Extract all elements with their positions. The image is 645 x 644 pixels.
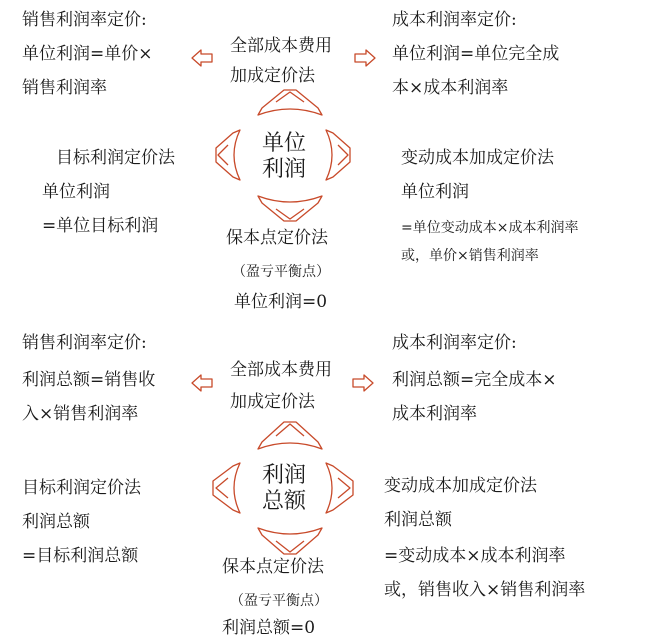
bottom-curved-arrow-right <box>326 463 353 513</box>
bottom-upper-left-line-1: 销售利润率定价: <box>22 333 147 353</box>
top-upper-right-line-2: 单位利润=单位完全成 <box>392 44 560 64</box>
bottom-left-line-3: =目标利润总额 <box>22 546 139 566</box>
top-right-small-1: =单位变动成本×成本利润率 <box>401 220 579 236</box>
bottom-right-line-3: =变动成本×成本利润率 <box>384 546 566 566</box>
bottom-right-line-4: 或，销售收入×销售利润率 <box>384 580 586 600</box>
top-bottom-line-2: （盈亏平衡点） <box>232 264 330 280</box>
bottom-center-line-2: 总额 <box>262 489 307 514</box>
top-upper-middle-line-1: 全部成本费用 <box>230 36 332 56</box>
top-upper-right-line-1: 成本利润率定价: <box>392 10 517 30</box>
top-right-hollow-arrow <box>355 50 375 66</box>
bottom-upper-right-line-1: 成本利润率定价: <box>392 333 517 353</box>
top-curved-arrow-right <box>326 130 350 180</box>
top-upper-left-line-1: 销售利润率定价: <box>22 10 147 30</box>
bottom-upper-left-line-2: 利润总额=销售收 <box>22 370 156 390</box>
bottom-curved-arrow-down <box>258 528 322 554</box>
bottom-upper-right-line-3: 成本利润率 <box>392 404 477 424</box>
top-right-title: 变动成本加成定价法 <box>401 148 554 168</box>
top-left-hollow-arrow <box>192 50 212 66</box>
top-left-line-2: 单位利润 <box>42 182 110 202</box>
bottom-left-hollow-arrow <box>192 375 212 391</box>
bottom-bottom-line-1: 保本点定价法 <box>222 557 324 577</box>
top-upper-left-line-3: 销售利润率 <box>22 78 107 98</box>
top-curved-arrow-up <box>258 90 322 115</box>
bottom-bottom-line-2: （盈亏平衡点） <box>230 593 328 609</box>
bottom-upper-left-line-3: 入×销售利润率 <box>22 404 139 424</box>
top-upper-middle-line-2: 加成定价法 <box>230 66 315 86</box>
bottom-left-line-2: 利润总额 <box>22 512 90 532</box>
bottom-left-line-1: 目标利润定价法 <box>22 478 141 498</box>
top-center-line-1: 单位 <box>262 131 307 156</box>
bottom-bottom-line-3: 利润总额=0 <box>222 618 316 638</box>
top-bottom-line-3: 单位利润=0 <box>234 292 328 312</box>
bottom-upper-middle-line-2: 加成定价法 <box>230 392 315 412</box>
bottom-curved-arrow-up <box>258 422 322 449</box>
top-upper-left-line-2: 单位利润=单价× <box>22 44 153 64</box>
top-curved-arrow-left <box>216 130 240 180</box>
top-right-small-2: 或，单价×销售利润率 <box>401 248 539 264</box>
top-curved-arrow-down <box>258 196 322 221</box>
bottom-right-line-2: 利润总额 <box>384 510 452 530</box>
bottom-curved-arrow-left <box>213 463 240 513</box>
top-upper-right-line-3: 本×成本利润率 <box>392 78 509 98</box>
bottom-upper-right-line-2: 利润总额=完全成本× <box>392 370 557 390</box>
top-bottom-line-1: 保本点定价法 <box>226 228 328 248</box>
bottom-right-line-1: 变动成本加成定价法 <box>384 476 537 496</box>
top-center-line-2: 利润 <box>262 157 307 182</box>
top-left-line-3: =单位目标利润 <box>42 216 159 236</box>
bottom-upper-middle-line-1: 全部成本费用 <box>230 360 332 380</box>
bottom-center-line-1: 利润 <box>262 463 307 488</box>
top-center-label <box>262 131 306 183</box>
top-right-line-1: 单位利润 <box>401 182 469 202</box>
bottom-right-hollow-arrow <box>353 375 373 391</box>
bottom-center-label <box>262 463 306 515</box>
top-left-line-1: 目标利润定价法 <box>56 148 175 168</box>
